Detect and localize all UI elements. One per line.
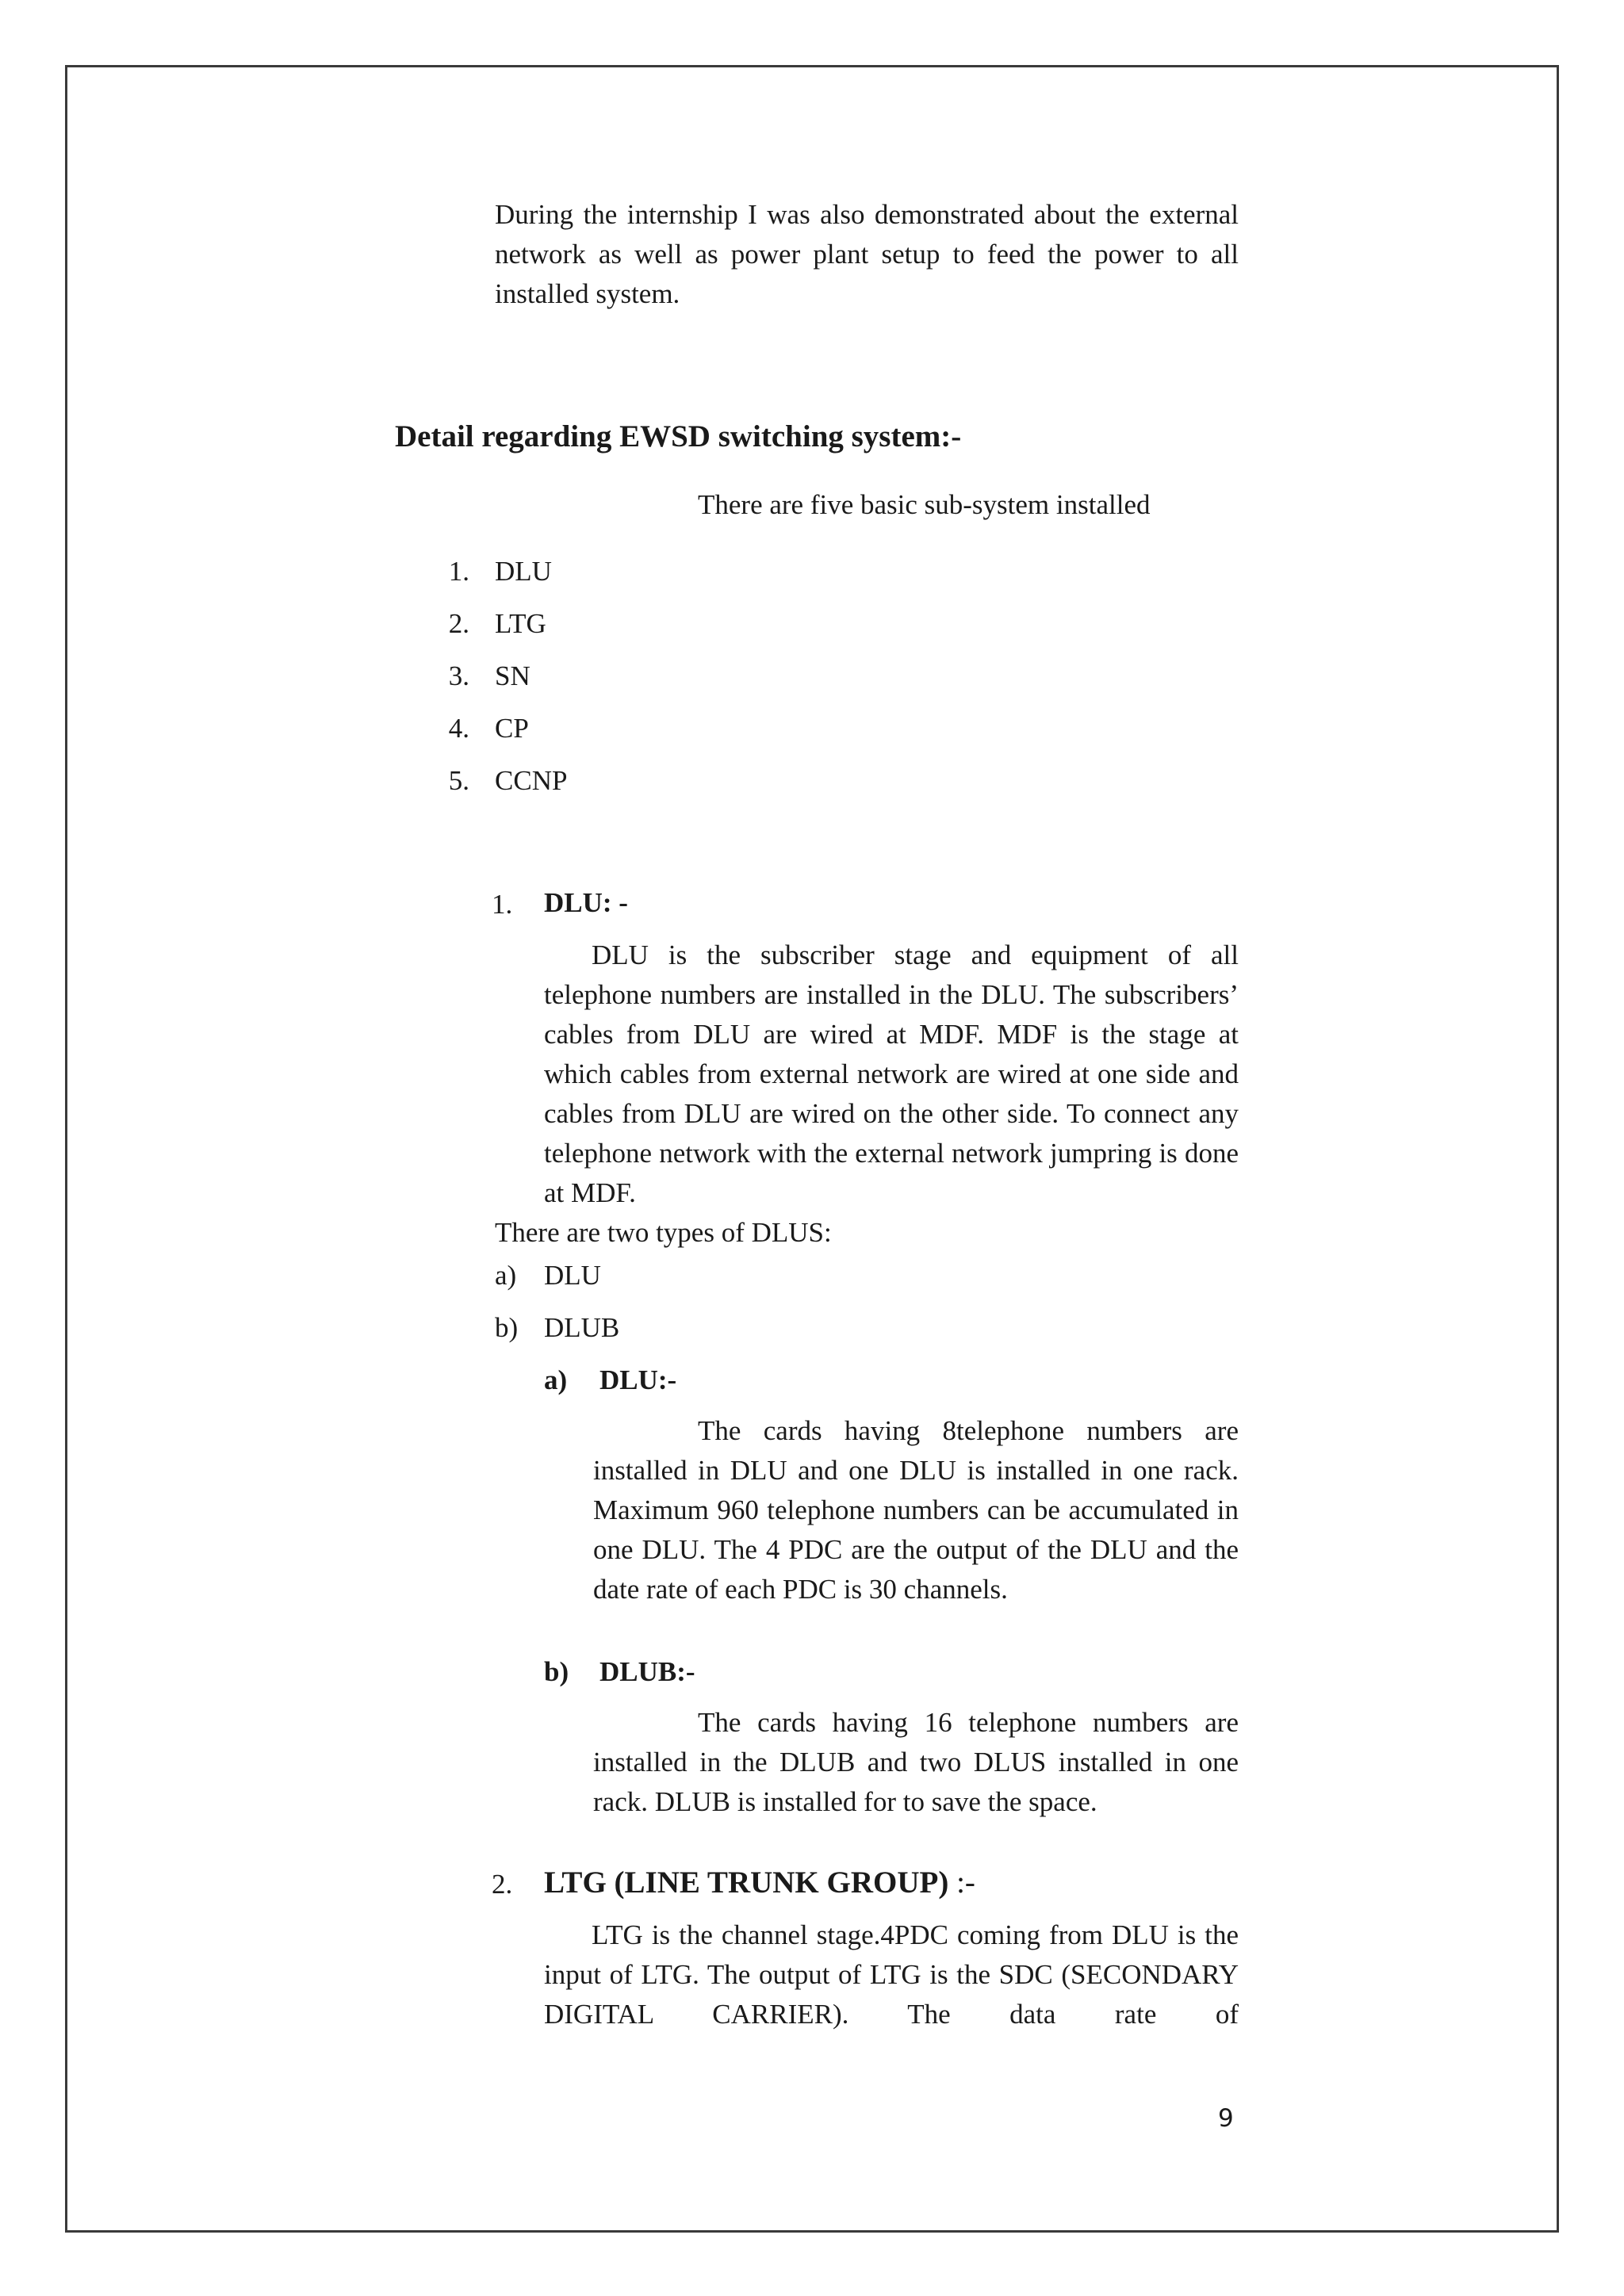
dlu-section-title: DLU: - (544, 887, 628, 918)
ltg-paragraph: LTG is the channel stage.4PDC coming from DLU is the input of LTG. The output of LTG is the SDC (SECONDARY DIGITAL CARRIER). The data rate of (544, 1919, 1239, 2030)
list-item: DLU (495, 556, 552, 587)
list-item-number: 1. (448, 556, 469, 587)
subsection-label: a) (544, 1364, 568, 1395)
ltg-section-number: 2. (492, 1869, 513, 1900)
list-item: LTG (495, 608, 546, 639)
dlu-type-label: b) (495, 1312, 519, 1343)
page-number: 9 (1218, 2104, 1234, 2133)
ltg-title-suffix: :- (948, 1866, 975, 1900)
list-item: CCNP (495, 765, 568, 796)
subsection-dlub-paragraph: The cards having 16 telephone numbers are installed in the DLUB and two DLUS installed in one rack. DLUB is installed for to save the space. (593, 1707, 1239, 1817)
intro-paragraph: During the internship I was also demonstrated about the external network as well as power plant setup to feed the power to all installed system. (495, 199, 1239, 309)
dlu-type-label: a) (495, 1260, 517, 1291)
subsection-title-dlub: DLUB:- (599, 1656, 695, 1687)
list-item-number: 3. (448, 660, 469, 691)
list-item: CP (495, 713, 529, 744)
dlu-section-number: 1. (492, 889, 513, 920)
ltg-section-heading (544, 1863, 975, 1904)
list-item: SN (495, 660, 530, 691)
subsection-dlu-paragraph: The cards having 8telephone numbers are installed in DLU and one DLU is installed in one rack. Maximum 960 telephone numbers can be accumulated in one DLU. The 4 PDC are the output of the DLU and the date rate of each PDC is 30 channels. (593, 1415, 1239, 1605)
dlu-paragraph: DLU is the subscriber stage and equipment of all telephone numbers are installed in the DLU. The subscribers’ cables from DLU are wired at MDF. MDF is the stage at which cables from external network are wired at one side and cables from DLU are wired on the other side. To connect any telephone network with the external network jumpring is done at MDF. (544, 939, 1239, 1208)
subsystem-intro: There are five basic sub-system installed (698, 489, 1151, 520)
dlu-type-item: DLUB (544, 1312, 620, 1343)
list-item-number: 4. (448, 713, 469, 744)
list-item-number: 2. (448, 608, 469, 639)
dlu-types-intro: There are two types of DLUS: (495, 1217, 832, 1248)
subsection-label: b) (544, 1656, 569, 1687)
ltg-section-title: LTG (LINE TRUNK GROUP) (544, 1866, 949, 1900)
section-heading: Detail regarding EWSD switching system:- (395, 419, 962, 453)
subsection-title-dlu: DLU:- (599, 1364, 677, 1395)
dlu-type-item: DLU (544, 1260, 601, 1291)
list-item-number: 5. (448, 765, 469, 796)
